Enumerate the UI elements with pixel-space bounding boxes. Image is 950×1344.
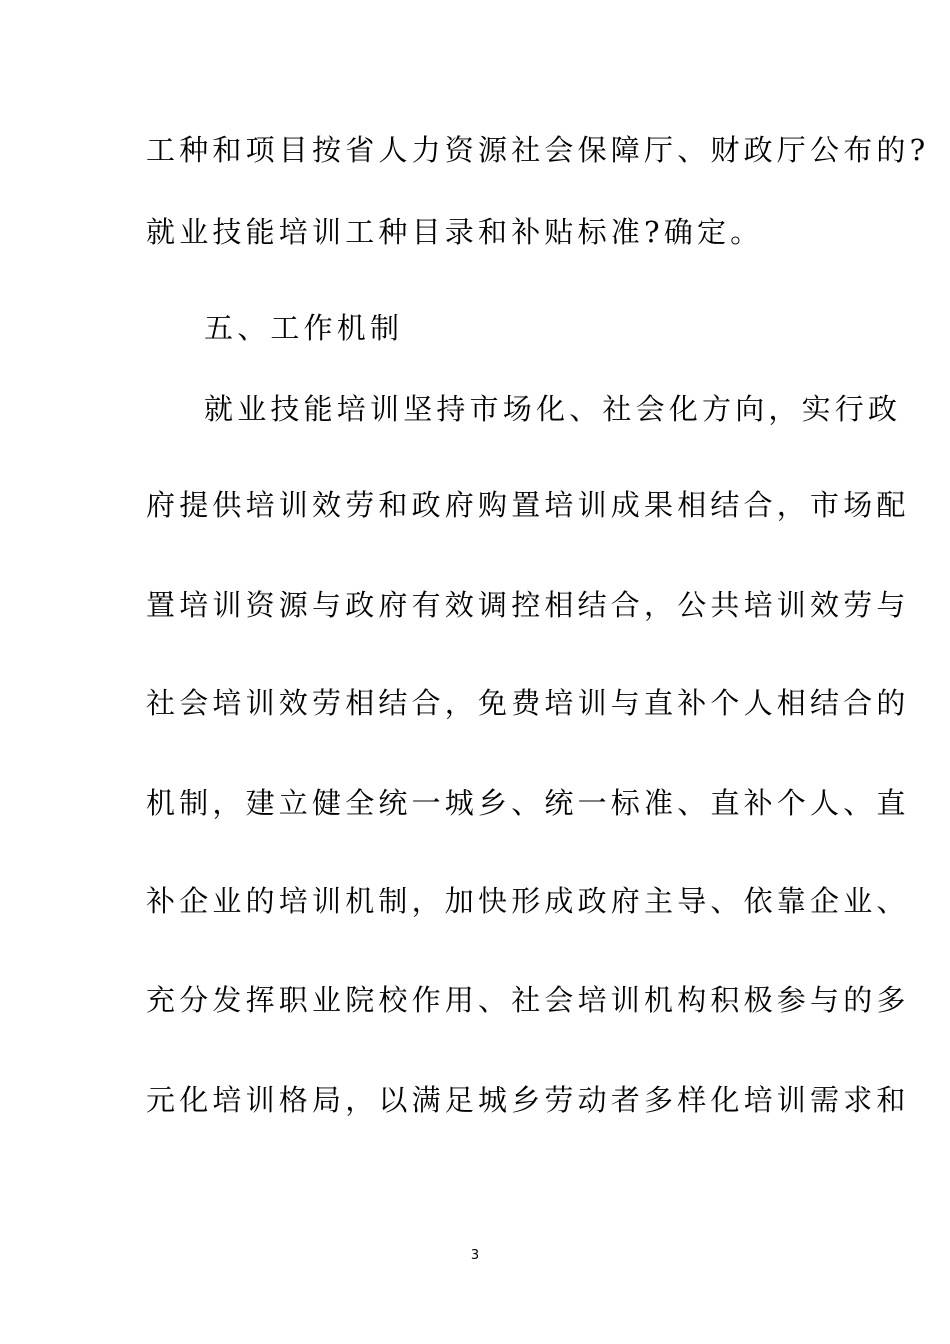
paragraph-line-3: 置培训资源与政府有效调控相结合，公共培训效劳与 bbox=[146, 588, 910, 622]
paragraph-line-1: 就业技能培训坚持市场化、社会化方向，实行政 bbox=[204, 392, 902, 426]
section-heading: 五、工作机制 bbox=[204, 311, 404, 345]
paragraph-line-8: 元化培训格局，以满足城乡劳动者多样化培训需求和 bbox=[146, 1083, 910, 1117]
paragraph-line-4: 社会培训效劳相结合，免费培训与直补个人相结合的 bbox=[146, 686, 910, 720]
paragraph-line-7: 充分发挥职业院校作用、社会培训机构积极参与的多 bbox=[146, 983, 910, 1017]
text-line-1: 工种和项目按省人力资源社会保障厅、财政厅公布的? bbox=[146, 133, 930, 167]
paragraph-line-6: 补企业的培训机制，加快形成政府主导、依靠企业、 bbox=[146, 884, 910, 918]
paragraph-line-5: 机制，建立健全统一城乡、统一标准、直补个人、直 bbox=[146, 786, 910, 820]
page-number: 3 bbox=[470, 1248, 480, 1263]
text-line-2: 就业技能培训工种目录和补贴标准?确定。 bbox=[146, 215, 764, 249]
paragraph-line-2: 府提供培训效劳和政府购置培训成果相结合，市场配 bbox=[146, 488, 910, 522]
